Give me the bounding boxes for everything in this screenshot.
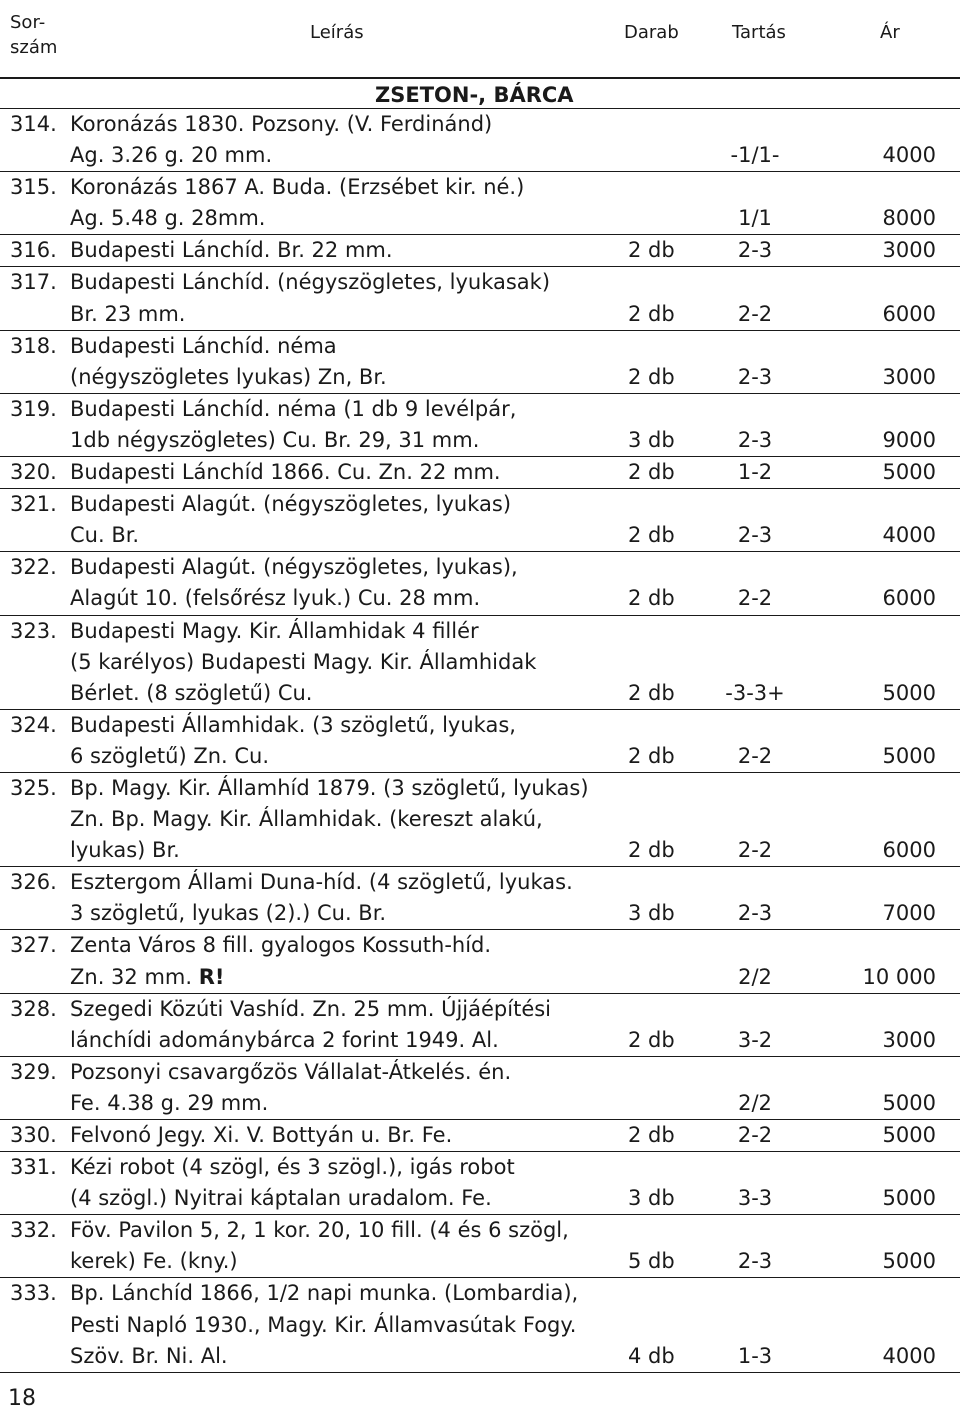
entry-description-text: Felvonó Jegy. Xi. V. Bottyán u. Br. Fe.	[70, 1123, 453, 1147]
entry-description	[70, 1120, 452, 1151]
entry-line	[0, 994, 960, 1025]
entry-line	[0, 1120, 960, 1151]
entry-price: 4000	[882, 143, 936, 168]
table-header	[0, 0, 960, 74]
entry-description	[70, 425, 479, 456]
entry-number: 317.	[10, 270, 57, 295]
entry-number: 323.	[10, 618, 57, 643]
catalog-entry	[0, 267, 960, 330]
entry-number: 329.	[10, 1059, 57, 1084]
header-price: Ár	[880, 22, 900, 43]
entry-line	[0, 616, 960, 647]
entry-description-text: Szöv. Br. Ni. Al.	[70, 1343, 228, 1368]
entry-description-text: Kézi robot (4 szögl, és 3 szögl.), igás robot	[70, 1155, 515, 1180]
entry-description-text: Br. 23 mm.	[70, 301, 186, 326]
catalog-entry	[0, 1278, 960, 1372]
entry-line	[0, 489, 960, 520]
entry-description-text: Cu. Br.	[70, 523, 140, 548]
entry-description-text: Esztergom Állami Duna-híd. (4 szögletű, lyukas.	[70, 870, 573, 895]
entry-description	[70, 583, 480, 614]
entry-description-text: 6 szögletű) Zn. Cu.	[70, 743, 270, 768]
entry-list	[0, 109, 960, 1373]
entry-condition: 3-3	[737, 1186, 773, 1211]
entry-number: 333.	[10, 1281, 57, 1306]
catalog-entry	[0, 616, 960, 710]
entry-price: 5000	[882, 680, 936, 705]
entry-description	[70, 962, 224, 993]
entry-condition: 2/2	[738, 964, 772, 989]
entry-line	[0, 172, 960, 203]
catalog-entry	[0, 552, 960, 615]
entry-description-text: Szegedi Közúti Vashíd. Zn. 25 mm. Újjáépítési	[70, 996, 552, 1021]
entry-description	[70, 741, 269, 772]
entry-number: 332.	[10, 1218, 57, 1243]
entry-number: 324.	[10, 712, 57, 737]
entry-line	[0, 1057, 960, 1088]
entry-number: 330.	[10, 1123, 57, 1147]
entry-description-text: Bérlet. (8 szögletű) Cu.	[70, 680, 313, 705]
rarity-mark: R!	[198, 964, 225, 989]
entry-description-text: Bp. Magy. Kir. Államhíd 1879. (3 szögletű, lyukas)	[70, 775, 589, 800]
entry-description	[70, 489, 511, 520]
entry-number: 331.	[10, 1155, 57, 1180]
entry-price: 6000	[882, 586, 936, 611]
entry-description-text: Koronázás 1867 A. Buda. (Erzsébet kir. né.)	[70, 175, 525, 200]
entry-description	[70, 172, 524, 203]
entry-description	[70, 994, 551, 1025]
entry-count: 2 db	[628, 838, 675, 863]
entry-line	[0, 1246, 960, 1277]
entry-number: 321.	[10, 492, 57, 517]
catalog-entry	[0, 867, 960, 930]
entry-line	[0, 140, 960, 171]
entry-description-text: Pozsonyi csavargőzös Vállalat-Átkelés. én.	[70, 1059, 512, 1084]
entry-description-text: 1db négyszögletes) Cu. Br. 29, 31 mm.	[70, 427, 480, 452]
entry-line	[0, 1183, 960, 1214]
entry-line	[0, 1088, 960, 1119]
catalog-entry	[0, 994, 960, 1057]
catalog-entry	[0, 331, 960, 394]
entry-price: 5000	[882, 743, 936, 768]
entry-description	[70, 867, 573, 898]
entry-condition: 2-2	[737, 838, 773, 863]
entry-count: 2 db	[628, 238, 675, 263]
entry-line	[0, 394, 960, 425]
entry-description-text: Alagút 10. (felsőrész lyuk.) Cu. 28 mm.	[70, 586, 481, 611]
entry-line	[0, 457, 960, 488]
entry-description	[70, 235, 393, 266]
entry-description	[70, 1088, 268, 1119]
entry-count: 3 db	[628, 901, 675, 926]
entry-line	[0, 678, 960, 709]
header-condition: Tartás	[732, 22, 786, 43]
entry-number: 327.	[10, 933, 57, 958]
entry-line	[0, 1341, 960, 1372]
entry-description	[70, 710, 516, 741]
catalog-entry	[0, 1057, 960, 1120]
entry-number: 325.	[10, 775, 57, 800]
entry-price: 5000	[882, 1123, 936, 1147]
entry-description	[70, 1057, 511, 1088]
entry-line	[0, 552, 960, 583]
entry-count: 2 db	[628, 680, 675, 705]
entry-count: 3 db	[628, 1186, 675, 1211]
entry-price: 3000	[882, 238, 936, 263]
entry-price: 4000	[882, 1343, 936, 1368]
header-divider	[0, 77, 960, 79]
entry-count: 2 db	[628, 460, 675, 485]
entry-count: 5 db	[628, 1249, 675, 1274]
entry-description-text: Zn. 32 mm.	[70, 964, 193, 989]
entry-line	[0, 835, 960, 866]
entry-line	[0, 235, 960, 266]
entry-description	[70, 362, 387, 393]
entry-description	[70, 1025, 499, 1056]
entry-description	[70, 647, 536, 678]
entry-count: 2 db	[628, 1027, 675, 1052]
entry-condition: 2-3	[737, 523, 773, 548]
entry-price: 7000	[882, 901, 936, 926]
entry-line	[0, 520, 960, 551]
entry-description-text: Budapesti Államhidak. (3 szögletű, lyukas,	[70, 712, 516, 737]
entry-condition: 2-3	[737, 1249, 773, 1274]
entry-condition: -3-3+	[725, 680, 785, 705]
entry-price: 6000	[882, 838, 936, 863]
entry-price: 5000	[882, 1186, 936, 1211]
entry-description	[70, 616, 479, 647]
entry-count: 3 db	[628, 427, 675, 452]
entry-condition: 2-2	[737, 586, 773, 611]
entry-description	[70, 331, 337, 362]
entry-line	[0, 362, 960, 393]
entry-description-text: (négyszögletes lyukas) Zn, Br.	[70, 364, 387, 389]
entry-description	[70, 804, 543, 835]
entry-condition: 2-3	[737, 427, 773, 452]
entry-description	[70, 835, 180, 866]
entry-description	[70, 1183, 492, 1214]
entry-description	[70, 898, 386, 929]
entry-count: 2 db	[628, 1123, 675, 1147]
entry-description	[70, 930, 491, 961]
catalog-entry	[0, 1152, 960, 1215]
entry-description	[70, 1310, 576, 1341]
entry-description-text: (4 szögl.) Nyitrai káptalan uradalom. Fe.	[70, 1186, 492, 1211]
entry-condition: 2-3	[737, 238, 773, 263]
entry-price: 9000	[882, 427, 936, 452]
entry-description-text: Budapesti Alagút. (négyszögletes, lyukas)	[70, 492, 512, 517]
entry-description-text: lyukas) Br.	[70, 838, 180, 863]
entry-condition: 2-3	[737, 364, 773, 389]
entry-condition: 3-2	[737, 1027, 773, 1052]
section-title: ZSETON-, BÁRCA	[375, 83, 574, 107]
entry-line	[0, 898, 960, 929]
entry-line	[0, 299, 960, 330]
entry-description-text: Budapesti Magy. Kir. Államhidak 4 fillér	[70, 618, 479, 643]
entry-description	[70, 394, 516, 425]
entry-line	[0, 741, 960, 772]
entry-number: 319.	[10, 396, 57, 421]
entry-description-text: Zn. Bp. Magy. Kir. Államhidak. (kereszt alakú,	[70, 807, 543, 832]
entry-number: 320.	[10, 460, 57, 485]
entry-line	[0, 1152, 960, 1183]
entry-line	[0, 583, 960, 614]
entry-number: 316.	[10, 238, 57, 263]
catalog-entry	[0, 710, 960, 773]
entry-description	[70, 457, 501, 488]
catalog-entry	[0, 235, 960, 267]
entry-line	[0, 647, 960, 678]
entry-description	[70, 109, 492, 140]
entry-description-text: 3 szögletű, lyukas (2).) Cu. Br.	[70, 901, 387, 926]
entry-description	[70, 1278, 578, 1309]
page-number: 18	[8, 1386, 36, 1411]
entry-count: 2 db	[628, 301, 675, 326]
entry-description-text: Ag. 3.26 g. 20 mm.	[70, 143, 273, 168]
entry-line	[0, 1215, 960, 1246]
entry-line	[0, 773, 960, 804]
entry-description	[70, 678, 312, 709]
entry-description	[70, 1246, 238, 1277]
entry-count: 2 db	[628, 743, 675, 768]
entry-condition: 2/2	[738, 1090, 772, 1115]
entry-line	[0, 1310, 960, 1341]
entry-number: 314.	[10, 112, 57, 136]
entry-description-text: Zenta Város 8 fill. gyalogos Kossuth-híd.	[70, 933, 492, 958]
entry-description	[70, 203, 265, 234]
entry-price: 3000	[882, 1027, 936, 1052]
entry-count: 2 db	[628, 586, 675, 611]
entry-description-text: Budapesti Lánchíd. néma (1 db 9 levélpár,	[70, 396, 517, 421]
entry-description	[70, 1152, 515, 1183]
entry-condition: 2-2	[737, 743, 773, 768]
entry-description-text: Budapesti Lánchíd. Br. 22 mm.	[70, 238, 393, 263]
entry-line	[0, 1025, 960, 1056]
entry-price: 5000	[882, 1249, 936, 1274]
header-count: Darab	[624, 22, 679, 43]
entry-description	[70, 552, 518, 583]
entry-description	[70, 140, 272, 171]
entry-line	[0, 331, 960, 362]
entry-description	[70, 267, 550, 298]
entry-description-text: Budapesti Lánchíd. (négyszögletes, lyukasak)	[70, 270, 551, 295]
entry-number: 318.	[10, 333, 57, 358]
entry-description-text: Bp. Lánchíd 1866, 1/2 napi munka. (Lombardia),	[70, 1281, 579, 1306]
entry-price: 5000	[882, 1090, 936, 1115]
entry-description	[70, 1341, 228, 1372]
catalog-entry	[0, 172, 960, 235]
entry-condition: -1/1-	[730, 143, 780, 168]
entry-price: 8000	[882, 206, 936, 231]
entry-line	[0, 962, 960, 993]
entry-description-text: Budapesti Lánchíd. néma	[70, 333, 337, 358]
catalog-entry	[0, 457, 960, 489]
entry-description-text: lánchídi adománybárca 2 forint 1949. Al.	[70, 1027, 499, 1052]
entry-condition: 1-3	[737, 1343, 773, 1368]
entry-line	[0, 1278, 960, 1309]
catalog-entry	[0, 109, 960, 172]
entry-count: 2 db	[628, 523, 675, 548]
catalog-entry	[0, 489, 960, 552]
catalog-entry	[0, 773, 960, 867]
entry-number: 322.	[10, 555, 57, 580]
entry-condition: 2-2	[737, 1123, 773, 1147]
entry-number: 326.	[10, 870, 57, 895]
header-serial-number: Sor- szám	[10, 12, 58, 58]
entry-number: 315.	[10, 175, 57, 200]
entry-description	[70, 520, 139, 551]
entry-description	[70, 773, 589, 804]
entry-line	[0, 930, 960, 961]
entry-description	[70, 299, 185, 330]
entry-description-text: Pesti Napló 1930., Magy. Kir. Államvasútak Fogy.	[70, 1312, 577, 1337]
entry-line	[0, 804, 960, 835]
entry-line	[0, 867, 960, 898]
entry-description-text: Ag. 5.48 g. 28mm.	[70, 206, 266, 231]
entry-condition: 2-3	[737, 901, 773, 926]
entry-description-text: Fe. 4.38 g. 29 mm.	[70, 1090, 269, 1115]
entry-price: 10 000	[862, 964, 936, 989]
entry-line	[0, 267, 960, 298]
entry-description-text: Koronázás 1830. Pozsony. (V. Ferdinánd)	[70, 112, 493, 136]
header-description: Leírás	[310, 22, 364, 43]
entry-description-text: (5 karélyos) Budapesti Magy. Kir. Államhidak	[70, 649, 537, 674]
entry-price: 6000	[882, 301, 936, 326]
catalog-entry	[0, 930, 960, 993]
entry-count: 2 db	[628, 364, 675, 389]
entry-number: 328.	[10, 996, 57, 1021]
catalog-entry	[0, 1215, 960, 1278]
entry-line	[0, 109, 960, 140]
catalog-entry	[0, 1120, 960, 1152]
entry-condition: 2-2	[737, 301, 773, 326]
entry-condition: 1/1	[738, 206, 772, 231]
entry-line	[0, 425, 960, 456]
entry-count: 4 db	[628, 1343, 675, 1368]
entry-description-text: kerek) Fe. (kny.)	[70, 1249, 238, 1274]
entry-description-text: Föv. Pavilon 5, 2, 1 kor. 20, 10 fill. (4 és 6 szögl,	[70, 1218, 569, 1243]
entry-description-text: Budapesti Lánchíd 1866. Cu. Zn. 22 mm.	[70, 460, 501, 485]
entry-description-text: Budapesti Alagút. (négyszögletes, lyukas),	[70, 555, 518, 580]
entry-price: 4000	[882, 523, 936, 548]
entry-line	[0, 203, 960, 234]
entry-price: 5000	[882, 460, 936, 485]
entry-description	[70, 1215, 569, 1246]
catalog-entry	[0, 394, 960, 457]
entry-condition: 1-2	[737, 460, 773, 485]
entry-line	[0, 710, 960, 741]
entry-price: 3000	[882, 364, 936, 389]
